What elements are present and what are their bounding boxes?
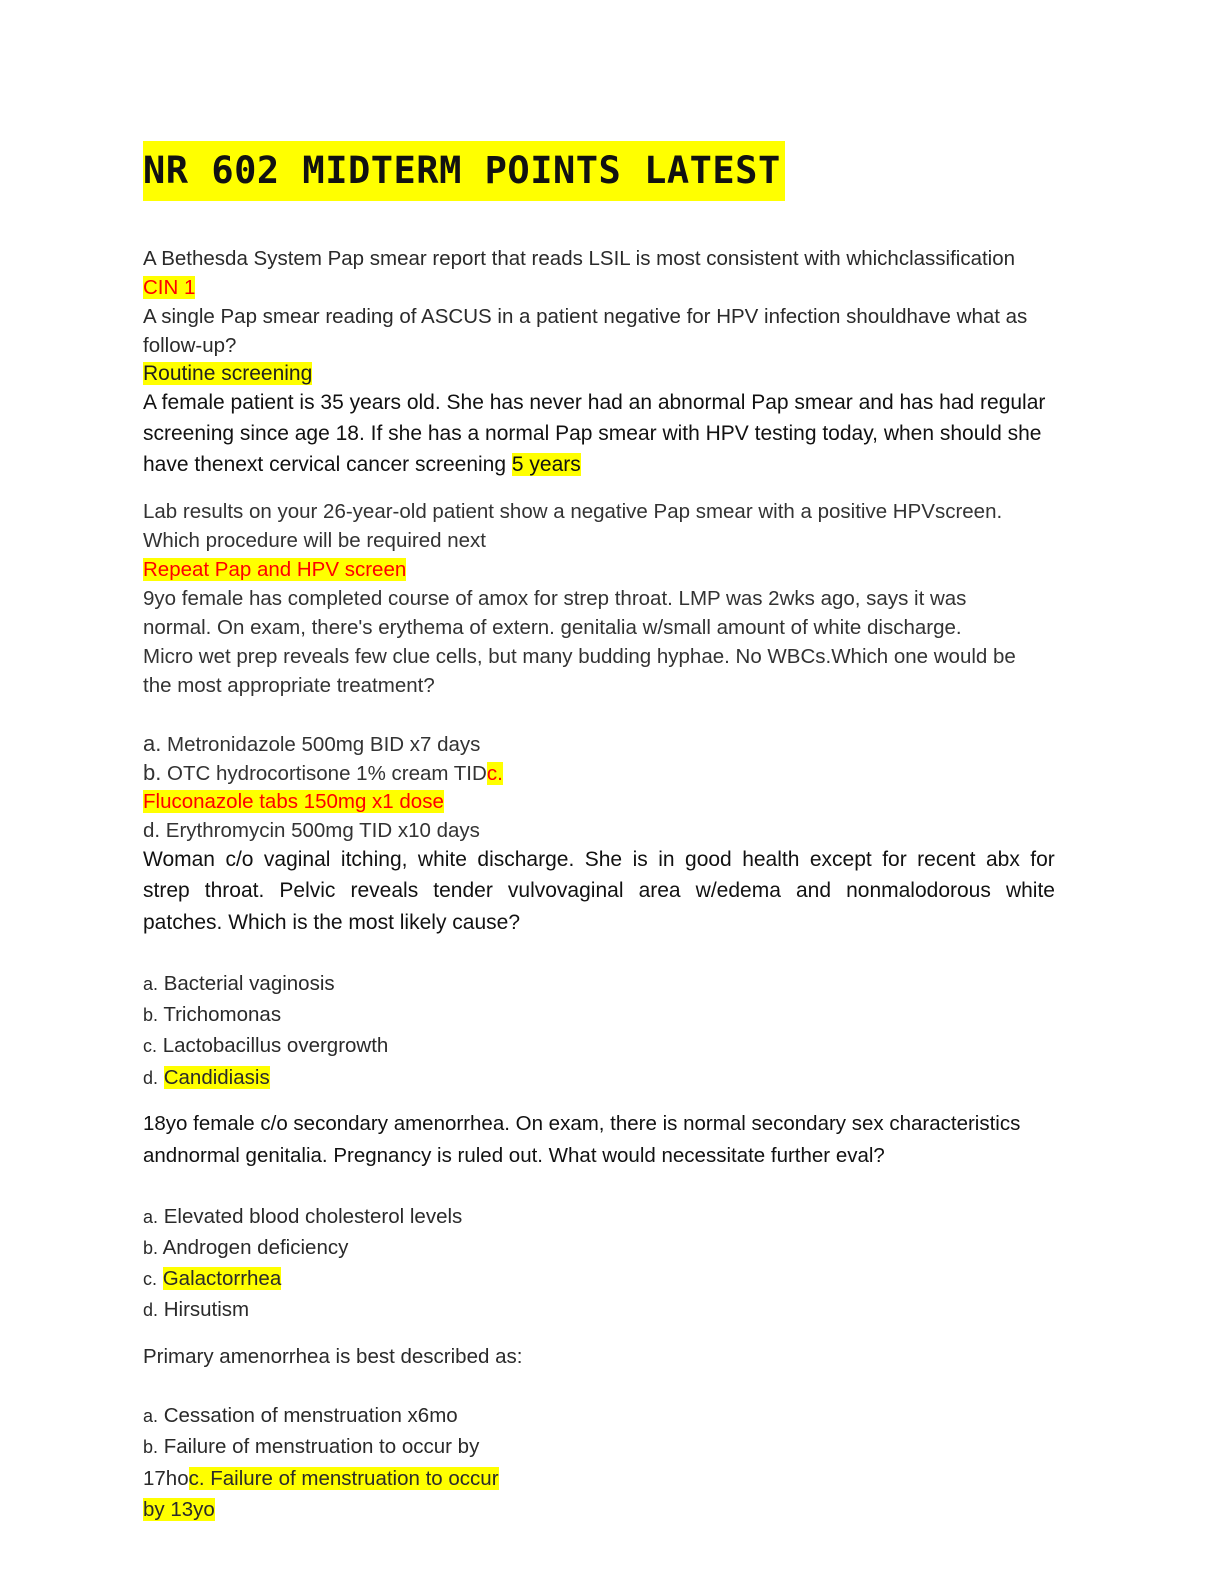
word: for [882,848,907,871]
word: strep [143,879,190,902]
question-7-option-b [143,1235,348,1261]
option-letter: b. [143,1238,159,1258]
word: nonmalodorous [846,879,991,902]
word: Woman [143,848,215,871]
question-6-line-1 [143,847,1055,873]
word: discharge. [477,848,575,871]
question-5-line-2: normal. On exam, there's erythema of extern. genitalia w/small amount of white discharge. [143,616,962,639]
option-text: Elevated blood cholesterol levels [158,1205,463,1228]
word: is [632,848,648,871]
question-3-text: have thenext cervical cancer screening [143,453,512,476]
document-title: NR 602 MIDTERM POINTS LATEST [143,141,785,201]
word: throat. [204,879,265,902]
question-3-line-2: screening since age 18. If she has a normal Pap smear with HPV testing today, when should she [143,422,1042,445]
word: and [795,879,832,902]
word: in [658,848,675,871]
answer-8-highlight: c. Failure of menstruation to occur [188,1467,499,1490]
word: vaginal [263,848,331,871]
question-8-option-b [143,1434,479,1460]
option-text: Failure of menstruation to occur by [158,1435,480,1458]
word: recent [917,848,976,871]
word: white [417,848,467,871]
option-letter: a. [143,1207,159,1227]
question-3-line-3 [143,452,581,478]
option-letter: c. [143,1269,158,1289]
question-5-option-a [143,731,480,758]
question-8: Primary amenorrhea is best described as: [143,1345,523,1368]
word: except [809,848,872,871]
question-4-line-2: Which procedure will be required next [143,529,486,552]
answer-2 [143,361,312,387]
question-5-option-b [143,760,503,787]
answer-8-highlight-continued: by 13yo [143,1498,215,1521]
option-letter: b. [143,760,162,785]
option-letter: a. [143,974,159,994]
question-5-option-d: d. Erythromycin 500mg TID x10 days [143,819,480,842]
question-7-option-a [143,1204,462,1230]
question-7-option-d [143,1297,249,1323]
question-5-option-c [143,789,444,815]
option-letter: c. [143,1036,158,1056]
answer-1-highlight: CIN 1 [143,276,196,299]
word: w/edema [695,879,781,902]
answer-6-highlight: Candidiasis [163,1066,270,1089]
question-3-line-1: A female patient is 35 years old. She has never had an abnormal Pap smear and has had regular [143,391,1046,414]
option-text: Hirsutism [158,1298,250,1321]
word: area [638,879,681,902]
question-2-line-1: A single Pap smear reading of ASCUS in a patient negative for HPV infection shouldhave what as [143,305,1028,328]
answer-3: 5 years [511,453,581,476]
option-text: Cessation of menstruation x6mo [158,1404,458,1427]
answer-7-highlight: Galactorrhea [162,1267,282,1290]
option-letter: a. [143,731,162,756]
word: Pelvic [279,879,336,902]
word: abx [985,848,1020,871]
answer-1 [143,275,195,301]
option-text: Trichomonas [158,1003,282,1026]
question-6-option-b [143,1002,281,1028]
question-6-line-2 [143,878,1055,904]
question-6-option-c [143,1033,388,1059]
question-7-option-c [143,1266,281,1292]
question-1: A Bethesda System Pap smear report that reads LSIL is most consistent with whichclassification [143,247,1016,270]
option-letter: a. [143,1406,159,1426]
option-b-continued-text: 17ho [143,1467,189,1490]
word: for [1030,848,1055,871]
answer-4-highlight: Repeat Pap and HPV screen [143,558,407,581]
answer-4 [143,557,406,583]
word: vulvovaginal [507,879,624,902]
option-letter: d. [143,1300,159,1320]
question-6-option-d [143,1065,270,1091]
question-8-option-a [143,1403,458,1429]
option-text: OTC hydrocortisone 1% cream TID [161,762,487,785]
word: c/o [225,848,254,871]
question-6-line-3: patches. Which is the most likely cause? [143,911,520,934]
answer-2-highlight: Routine screening [143,362,313,385]
word: itching, [340,848,408,871]
question-8-option-b-continued [143,1466,499,1492]
option-text: Bacterial vaginosis [158,972,335,995]
option-text: Androgen deficiency [158,1236,349,1259]
question-5-line-3: Micro wet prep reveals few clue cells, but many budding hyphae. No WBCs.Which one would be [143,645,1016,668]
word: health [742,848,800,871]
word: reveals [350,879,419,902]
option-letter: b. [143,1005,159,1025]
word: white [1005,879,1055,902]
question-6-option-a [143,971,335,997]
question-7-line-1: 18yo female c/o secondary amenorrhea. On exam, there is normal secondary sex characteristics [143,1112,1021,1135]
option-text: Lactobacillus overgrowth [157,1034,389,1057]
question-7-line-2: andnormal genitalia. Pregnancy is ruled out. What would necessitate further eval? [143,1144,885,1167]
option-letter: b. [143,1437,159,1457]
word: good [685,848,732,871]
word: She [584,848,623,871]
question-5-line-4: the most appropriate treatment? [143,674,435,697]
option-text: Metronidazole 500mg BID x7 days [161,733,481,756]
word: tender [433,879,493,902]
question-2-line-2: follow-up? [143,334,237,357]
answer-5-highlight: Fluconazole tabs 150mg x1 dose [143,790,444,813]
option-c-letter-highlight: c. [486,762,503,785]
question-8-option-c-continued [143,1497,215,1523]
option-letter: d. [143,1068,159,1088]
question-4-line-1: Lab results on your 26-year-old patient show a negative Pap smear with a positive HPVscreen. [143,500,1003,523]
question-5-line-1: 9yo female has completed course of amox for strep throat. LMP was 2wks ago, says it was [143,587,967,610]
